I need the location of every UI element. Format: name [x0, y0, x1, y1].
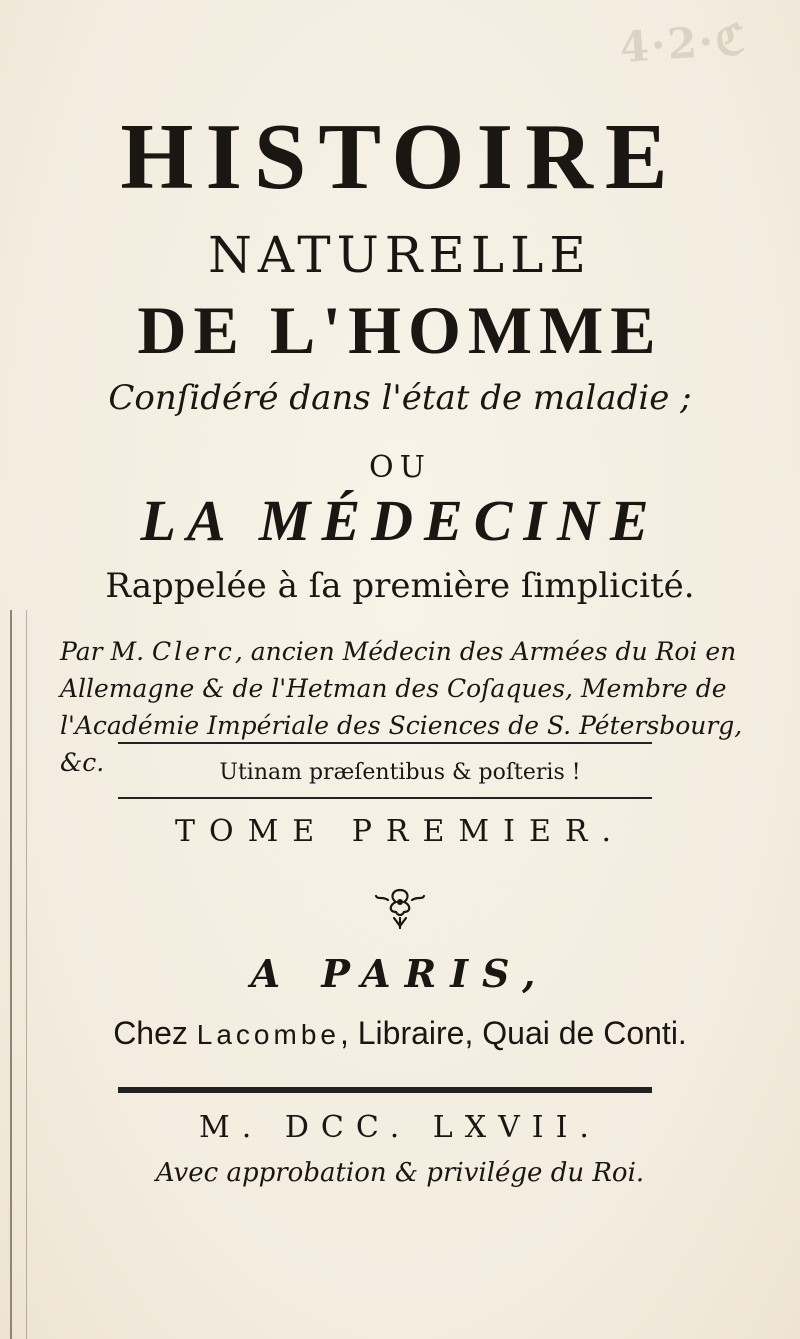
- publisher-line: [0, 1012, 800, 1056]
- publisher-name: Lacombe: [196, 1019, 340, 1050]
- volume-label: TOME PREMIER.: [174, 814, 626, 849]
- title-naturelle: NATURELLE: [208, 226, 592, 284]
- privilege-notice: Avec approbation & privilége du Roi.: [155, 1158, 645, 1188]
- conjunction-ou: OU: [369, 450, 431, 485]
- rule-top: [118, 742, 652, 744]
- motto: Utinam præſentibus & poſteris !: [219, 760, 581, 785]
- place-of-publication: A PARIS,: [250, 951, 550, 996]
- publisher-address: , Libraire, Quai de Conti.: [339, 1015, 687, 1051]
- publisher-prefix: Chez: [113, 1015, 188, 1051]
- author-name: Clerc: [152, 637, 235, 666]
- alt-subtitle: Rappelée à ſa première ſimplicité.: [105, 566, 695, 606]
- alt-title-medecine: LA MÉDECINE: [140, 488, 660, 553]
- title-histoire: HISTOIRE: [120, 105, 680, 209]
- title-de-lhomme: DE L'HOMME: [137, 292, 663, 368]
- rule-middle: [118, 797, 652, 799]
- fleuron-ornament-icon: [370, 882, 430, 932]
- rule-bottom: [118, 1087, 652, 1093]
- author-description: , ancien Médecin des Armées du Roi en Allemagne & de l'Hetman des Coſaques, Membre de l'Académie Impériale des Sciences de S. Pétersbourg, &c.: [60, 637, 743, 777]
- author-prefix: Par M.: [60, 637, 145, 666]
- subtitle: Conſidéré dans l'état de maladie ;: [108, 378, 692, 418]
- publication-date: M. DCC. LXVII.: [199, 1110, 601, 1145]
- library-stamp: 4·2·ℭ: [618, 14, 749, 73]
